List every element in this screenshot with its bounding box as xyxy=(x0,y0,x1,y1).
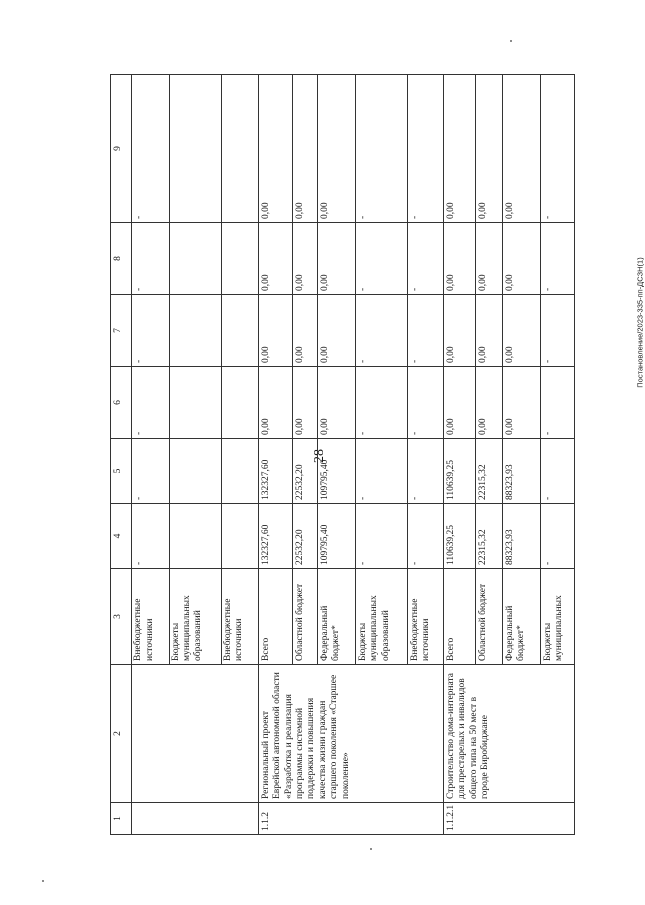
cell-value: 0,00 xyxy=(502,75,540,223)
cell-value: - xyxy=(407,504,443,569)
cell-name xyxy=(132,665,258,803)
cell-value: 0,00 xyxy=(317,367,355,439)
cell-value: 0,00 xyxy=(258,223,292,295)
cell-value: - xyxy=(407,295,443,367)
cell-source: Всего xyxy=(443,569,475,665)
cell-source: Областной бюджет xyxy=(475,569,502,665)
cell-value xyxy=(169,504,221,569)
header-cell: 1 xyxy=(111,803,132,835)
document-stamp: Постановление/2023-335-пп-ДСЗН(1) xyxy=(635,257,645,388)
cell-value: - xyxy=(541,223,575,295)
cell-source: Всего xyxy=(258,569,292,665)
cell-source: Федеральный бюджет* xyxy=(502,569,540,665)
cell-value: 0,00 xyxy=(502,295,540,367)
cell-value xyxy=(221,75,258,223)
cell-value xyxy=(221,439,258,504)
cell-value xyxy=(169,223,221,295)
cell-value: - xyxy=(132,367,169,439)
cell-value: 88323,93 xyxy=(502,504,540,569)
cell-value: 0,00 xyxy=(475,367,502,439)
header-cell: 6 xyxy=(111,367,132,439)
cell-value: 88323,93 xyxy=(502,439,540,504)
cell-value: - xyxy=(132,439,169,504)
cell-value: 109795,40 xyxy=(317,439,355,504)
cell-value: - xyxy=(355,367,407,439)
cell-value xyxy=(169,439,221,504)
cell-value: 0,00 xyxy=(258,75,292,223)
cell-value: 22532,20 xyxy=(292,504,317,569)
cell-value xyxy=(169,295,221,367)
table-row xyxy=(258,75,292,835)
cell-value xyxy=(221,295,258,367)
cell-value: 0,00 xyxy=(443,295,475,367)
cell-value: 0,00 xyxy=(258,295,292,367)
header-cell: 5 xyxy=(111,439,132,504)
cell-value: 0,00 xyxy=(443,223,475,295)
cell-value: 0,00 xyxy=(443,75,475,223)
cell-value: 132327,60 xyxy=(258,439,292,504)
cell-value: - xyxy=(132,75,169,223)
cell-value: 0,00 xyxy=(258,367,292,439)
header-row xyxy=(111,75,132,835)
budget-table xyxy=(110,74,575,835)
cell-value: 132327,60 xyxy=(258,504,292,569)
cell-source: Внебюджетные источники xyxy=(407,569,443,665)
cell-source: Внебюджетные источники xyxy=(221,569,258,665)
cell-value: 0,00 xyxy=(292,75,317,223)
header-cell: 2 xyxy=(111,665,132,803)
cell-number: 1.1.2.1 xyxy=(443,803,574,835)
cell-value: 0,00 xyxy=(475,75,502,223)
scan-speck xyxy=(510,40,512,42)
table-row xyxy=(443,75,475,835)
cell-value: 0,00 xyxy=(443,367,475,439)
cell-value: 0,00 xyxy=(292,223,317,295)
cell-value: 0,00 xyxy=(475,295,502,367)
cell-source: Бюджеты муниципальных образований xyxy=(355,569,407,665)
table-row xyxy=(132,75,169,835)
cell-value: - xyxy=(541,439,575,504)
cell-value: 22532,20 xyxy=(292,439,317,504)
header-cell: 4 xyxy=(111,504,132,569)
header-cell: 9 xyxy=(111,75,132,223)
cell-value: 110639,25 xyxy=(443,439,475,504)
budget-table-rotated xyxy=(110,75,575,835)
cell-number: 1.1.2 xyxy=(258,803,443,835)
cell-name: Строительство дома-интерната для престарелых и инвалидов общего типа на 50 мест в городе Биробиджане xyxy=(443,665,574,803)
cell-source: Федеральный бюджет* xyxy=(317,569,355,665)
header-cell: 3 xyxy=(111,569,132,665)
cell-value: - xyxy=(407,367,443,439)
cell-value: 0,00 xyxy=(475,223,502,295)
cell-value: 110639,25 xyxy=(443,504,475,569)
cell-value xyxy=(169,367,221,439)
cell-value: 0,00 xyxy=(502,223,540,295)
cell-value: - xyxy=(132,223,169,295)
cell-name: Региональный проект Еврейской автономной области «Разработка и реализация программы системной поддержки и повышения качества жизни граждан старшего поколения «Старшее поколение» xyxy=(258,665,443,803)
cell-source: Бюджеты муниципальных xyxy=(541,569,575,665)
cell-value xyxy=(221,504,258,569)
page-number: 28 xyxy=(312,449,327,463)
header-cell: 7 xyxy=(111,295,132,367)
cell-value: 0,00 xyxy=(292,295,317,367)
cell-value: - xyxy=(132,295,169,367)
cell-value: - xyxy=(541,504,575,569)
cell-value: 0,00 xyxy=(317,223,355,295)
cell-value xyxy=(221,367,258,439)
cell-number xyxy=(132,803,258,835)
cell-value: - xyxy=(355,295,407,367)
cell-value: - xyxy=(407,223,443,295)
cell-value: - xyxy=(355,223,407,295)
cell-value: 109795,40 xyxy=(317,504,355,569)
scan-speck xyxy=(42,880,44,882)
cell-value: - xyxy=(355,439,407,504)
cell-value: - xyxy=(541,295,575,367)
cell-value: - xyxy=(541,75,575,223)
cell-source: Внебюджетные источники xyxy=(132,569,169,665)
cell-value xyxy=(221,223,258,295)
budget-table-wrap xyxy=(110,75,575,835)
cell-value: 22315,32 xyxy=(475,439,502,504)
header-cell: 8 xyxy=(111,223,132,295)
cell-value: 0,00 xyxy=(317,75,355,223)
cell-value: 22315,32 xyxy=(475,504,502,569)
cell-value: - xyxy=(132,504,169,569)
cell-value: - xyxy=(355,75,407,223)
cell-source: Областной бюджет xyxy=(292,569,317,665)
cell-value: 0,00 xyxy=(292,367,317,439)
scan-speck xyxy=(370,848,372,850)
cell-value: - xyxy=(407,75,443,223)
cell-value: - xyxy=(541,367,575,439)
cell-value: - xyxy=(355,504,407,569)
cell-value: - xyxy=(407,439,443,504)
cell-value: 0,00 xyxy=(317,295,355,367)
cell-value: 0,00 xyxy=(502,367,540,439)
cell-value xyxy=(169,75,221,223)
cell-source: Бюджеты муниципальных образований xyxy=(169,569,221,665)
